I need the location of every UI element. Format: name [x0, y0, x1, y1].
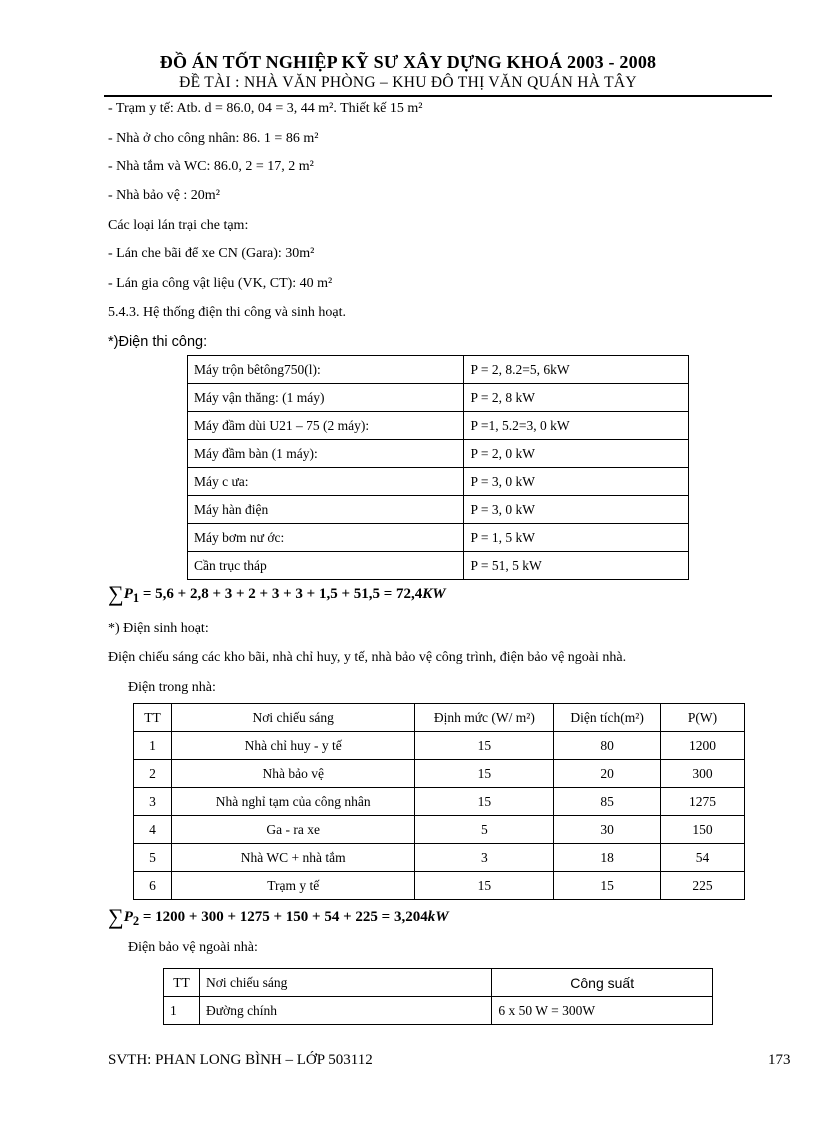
lighting-indoor-table	[133, 703, 745, 900]
column-header: Nơi chiếu sáng	[171, 704, 414, 732]
table-cell: 6	[134, 872, 172, 900]
sum-unit: KW	[422, 586, 446, 602]
machine-name-cell: Máy hàn điện	[188, 496, 464, 524]
lighting-outdoor-table	[163, 968, 713, 1025]
column-header: Định mức (W/ m²)	[415, 704, 554, 732]
p-symbol: P	[123, 909, 133, 925]
table-row	[188, 412, 689, 440]
header-subtitle: ĐỀ TÀI : NHÀ VĂN PHÒNG – KHU ĐÔ THỊ VĂN QUÁN HÀ TÂY	[179, 74, 637, 91]
machine-name-cell: Máy đầm dùi U21 – 75 (2 máy):	[188, 412, 464, 440]
table-header-row	[164, 969, 713, 997]
table-cell: Nhà nghỉ tạm của công nhân	[171, 788, 414, 816]
column-header: Công suất	[492, 969, 713, 997]
table-cell: 15	[415, 788, 554, 816]
table-cell: 18	[554, 844, 661, 872]
machine-power-cell: P = 1, 5 kW	[464, 524, 689, 552]
table-cell: 3	[134, 788, 172, 816]
header-title: ĐỒ ÁN TỐT NGHIỆP KỸ SƯ XÂY DỰNG KHOÁ 2003 - 2008	[159, 52, 657, 72]
table-row	[134, 872, 745, 900]
dien-thi-cong-heading: *)Điện thi công:	[108, 334, 208, 350]
line-nha-bao-ve: - Nhà bảo vệ : 20m²	[108, 188, 220, 203]
table-row	[188, 496, 689, 524]
p-subscript: 1	[132, 591, 140, 605]
table-cell: 15	[554, 872, 661, 900]
line-lan-trai-heading: Các loại lán trại che tạm:	[108, 218, 249, 233]
table-cell: 15	[415, 760, 554, 788]
sum-p2-formula	[108, 904, 449, 930]
table-row	[188, 524, 689, 552]
column-header: TT	[134, 704, 172, 732]
table-row	[188, 356, 689, 384]
machine-name-cell: Cần trục tháp	[188, 552, 464, 580]
table-row	[134, 844, 745, 872]
header-divider	[104, 95, 772, 97]
table-cell: 1275	[661, 788, 745, 816]
table-cell: 300	[661, 760, 745, 788]
column-header: TT	[164, 969, 200, 997]
table-cell: 30	[554, 816, 661, 844]
table-cell: 20	[554, 760, 661, 788]
table-header-row	[134, 704, 745, 732]
table-cell: Đường chính	[199, 997, 491, 1025]
line-nha-o-cong-nhan: - Nhà ở cho công nhân: 86. 1 = 86 m²	[108, 131, 319, 146]
column-header: Nơi chiếu sáng	[199, 969, 491, 997]
column-header: Diện tích(m²)	[554, 704, 661, 732]
dien-sinh-hoat-description: Điện chiếu sáng các kho bãi, nhà chỉ huy, y tế, nhà bảo vệ công trình, điện bảo vệ ngoài nhà.	[108, 650, 627, 665]
table-cell: 1	[164, 997, 200, 1025]
machine-power-table	[187, 355, 689, 580]
machine-power-cell: P = 51, 5 kW	[464, 552, 689, 580]
table-cell: Nhà bảo vệ	[171, 760, 414, 788]
machine-power-cell: P = 2, 8.2=5, 6kW	[464, 356, 689, 384]
table-cell: 15	[415, 732, 554, 760]
table-cell: 15	[415, 872, 554, 900]
line-lan-gara: - Lán che bãi để xe CN (Gara): 30m²	[108, 246, 315, 261]
table-cell: 6 x 50 W = 300W	[492, 997, 713, 1025]
table-cell: Ga - ra xe	[171, 816, 414, 844]
sum-unit: kW	[427, 909, 449, 925]
table-row	[134, 760, 745, 788]
table-cell: 1200	[661, 732, 745, 760]
footer-student: SVTH: PHAN LONG BÌNH – LỚP 503112	[108, 1052, 373, 1068]
table-row	[188, 384, 689, 412]
table-cell: 2	[134, 760, 172, 788]
table-cell: 1	[134, 732, 172, 760]
section-heading-5-4-3: 5.4.3. Hệ thống điện thi công và sinh hoạt.	[108, 305, 346, 320]
table-row	[164, 997, 713, 1025]
machine-name-cell: Máy đầm bàn (1 máy):	[188, 440, 464, 468]
table-row	[188, 552, 689, 580]
sigma-symbol: ∑	[108, 904, 124, 929]
column-header: P(W)	[661, 704, 745, 732]
sum-expression: = 1200 + 300 + 1275 + 150 + 54 + 225 = 3,204	[139, 909, 428, 925]
machine-power-cell: P = 3, 0 kW	[464, 468, 689, 496]
table-cell: 150	[661, 816, 745, 844]
machine-power-cell: P =1, 5.2=3, 0 kW	[464, 412, 689, 440]
table-cell: Trạm y tế	[171, 872, 414, 900]
p-subscript: 2	[132, 914, 140, 928]
dien-ngoai-nha-heading: Điện bảo vệ ngoài nhà:	[128, 940, 258, 955]
machine-name-cell: Máy trộn bêtông750(l):	[188, 356, 464, 384]
table-cell: 85	[554, 788, 661, 816]
table-row	[188, 440, 689, 468]
table-cell: 3	[415, 844, 554, 872]
dien-trong-nha-heading: Điện trong nhà:	[128, 680, 216, 695]
table-cell: 54	[661, 844, 745, 872]
table-cell: 80	[554, 732, 661, 760]
line-nha-tam-wc: - Nhà tắm và WC: 86.0, 2 = 17, 2 m²	[108, 159, 314, 174]
machine-power-cell: P = 3, 0 kW	[464, 496, 689, 524]
table-row	[134, 788, 745, 816]
page-number: 173	[768, 1052, 791, 1068]
sum-expression: = 5,6 + 2,8 + 3 + 2 + 3 + 3 + 1,5 + 51,5 = 72,4	[139, 586, 423, 602]
table-row	[134, 816, 745, 844]
table-row	[188, 468, 689, 496]
table-cell: 5	[134, 844, 172, 872]
p-symbol: P	[123, 586, 133, 602]
dien-sinh-hoat-heading: *) Điện sinh hoạt:	[108, 621, 209, 636]
sigma-symbol: ∑	[108, 581, 124, 606]
table-row	[134, 732, 745, 760]
machine-power-cell: P = 2, 0 kW	[464, 440, 689, 468]
table-cell: 5	[415, 816, 554, 844]
machine-name-cell: Máy c ưa:	[188, 468, 464, 496]
machine-name-cell: Máy bơm nư ớc:	[188, 524, 464, 552]
table-cell: Nhà WC + nhà tắm	[171, 844, 414, 872]
line-tram-y-te: - Trạm y tế: Atb. d = 86.0, 04 = 3, 44 m². Thiết kế 15 m²	[108, 101, 423, 116]
table-cell: 4	[134, 816, 172, 844]
machine-power-cell: P = 2, 8 kW	[464, 384, 689, 412]
table-cell: Nhà chỉ huy - y tế	[171, 732, 414, 760]
table-cell: 225	[661, 872, 745, 900]
machine-name-cell: Máy vận thăng: (1 máy)	[188, 384, 464, 412]
sum-p1-formula	[108, 581, 446, 607]
line-lan-gia-cong: - Lán gia công vật liệu (VK, CT): 40 m²	[108, 276, 333, 291]
